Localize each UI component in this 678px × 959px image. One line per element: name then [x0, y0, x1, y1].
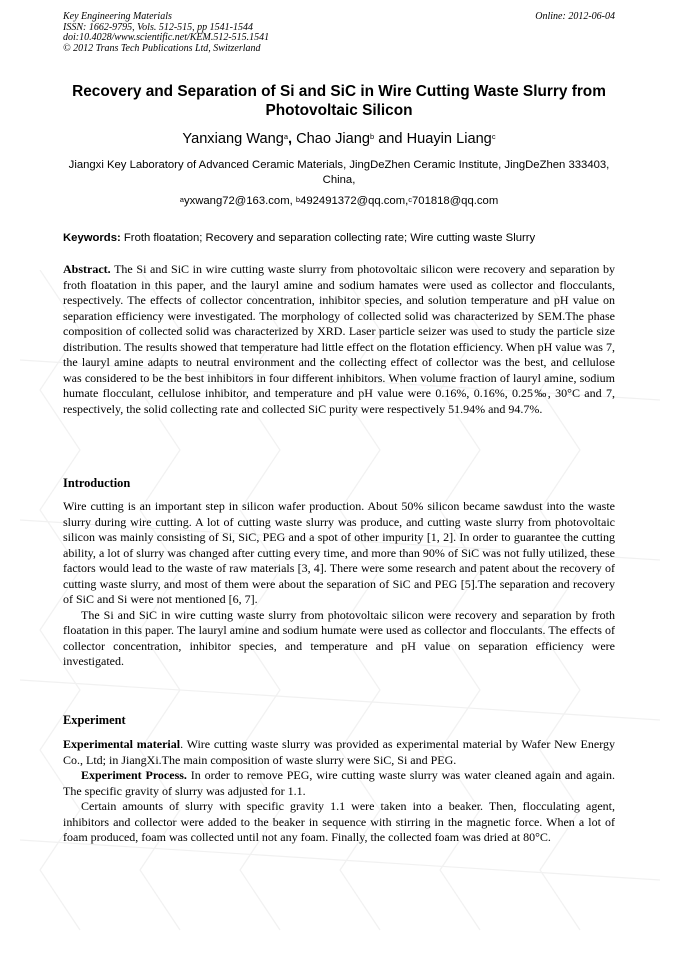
keywords-label: Keywords:	[63, 232, 121, 244]
paragraph: Wire cutting is an important step in silicon wafer production. About 50% silicon became sawdust into the waste slurry during wire cutting. A lot of cutting waste slurry was produce, and cutting waste slurry from photovoltaic silicon was mainly consisting of Si, SiC, PEG and a spot of other impurity [1, 2]. In order to guarantee the cutting ability, a lot of slurry was changed after cutting every time, and more than 90% of SiC was not fully utilized, these factors would lead to the waste of raw materials [3, 4]. There were some research and patent about the recovery of cutting waste slurry, and most of them were about the separation of SiC and PEG [5].The separation and recovery of SiC and Si were not mentioned [6, 7].	[63, 499, 615, 606]
keywords	[63, 231, 615, 246]
paragraph: The Si and SiC in wire cutting waste slurry from photovoltaic silicon were recovery and separation by froth floatation in this paper. The lauryl amine and sodium humate were used as collector and flocculants. The effects of collector concentration, inhibitor species, and temperature and pH value on separation efficiency were investigated.	[63, 607, 615, 668]
author-name: Yanxiang Wang	[182, 131, 284, 147]
abstract-label: Abstract.	[63, 262, 111, 276]
experiment-body	[63, 737, 615, 846]
paragraph: Certain amounts of slurry with specific gravity 1.1 were taken into a beaker. Then, flocculating agent, inhibitors and collector were added to the beaker in sequence with stirring in the magnetic force. When a lot of foam produced, foam was collected until not any foam. Finally, the collected foam was dried at 80°C.	[63, 799, 615, 844]
abstract-text: The Si and SiC in wire cutting waste slurry from photovoltaic silicon were recovery and separation by froth floatation in this paper, and the lauryl amine and sodium hamates were used as collector and flocculants, respectively. The effects of collector concentration, inhibitor species, and solution temperature and pH value on separation efficiency were investigated. The morphology of collected solid was characterized by SEM.The phase composition of collected solid was characterized by XRD. Laser particle seizer was used to study the particle size distribution. The results showed that temperature had little effect on the flotation efficiency. When pH value was 7, the lauryl amine adapts to neutral environment and the collecting effect of collector was the best, and cellulose was considered to be the best inhibitors in four different inhibitors. When volume fraction of lauryl amine, sodium humate flocculant, cellulose inhibitor, and temperature and pH value were 0.16%, 0.16%, 0.25‰, 30°C and 7, respectively, the solid collecting rate and collected SiC purity were respectively 51.94% and 94.7%.	[63, 262, 615, 416]
paper-title: Recovery and Separation of Si and SiC in Wire Cutting Waste Slurry from Photovoltaic Silicon	[72, 83, 606, 119]
journal-name: Key Engineering Materials	[63, 11, 172, 22]
paragraph: In order to remove PEG, wire cutting waste slurry was water cleaned again and again. The specific gravity of slurry was adjusted for 1.1.	[63, 768, 615, 798]
paragraph: . Wire cutting waste slurry was provided as experimental material by Wafer New Energy Co., Ltd; in JiangXi.The main composition of waste slurry were SiC, Si and PEG.	[63, 737, 615, 767]
publication-info	[63, 12, 615, 54]
online-date: Online: 2012-06-04	[535, 11, 615, 22]
subheading-material: Experimental material	[63, 737, 181, 751]
email-link[interactable]: 492491372@qq.com,	[300, 195, 409, 207]
issn-line: ISSN: 1662-9795, Vols. 512-515, pp 1541-1544	[63, 21, 253, 33]
keywords-text: Froth floatation; Recovery and separation collecting rate; Wire cutting waste Slurry	[120, 232, 536, 244]
subheading-process: Experiment Process.	[81, 768, 187, 782]
email-list	[60, 194, 618, 209]
author-name: Huayin Liang	[406, 131, 492, 147]
email-link[interactable]: yxwang72@163.com,	[183, 195, 296, 207]
email-superscript: a	[179, 195, 184, 204]
copyright-line: © 2012 Trans Tech Publications Ltd, Switzerland	[63, 42, 261, 54]
email-superscript: b	[295, 195, 301, 204]
author-superscript: a	[283, 132, 289, 141]
author-list	[60, 130, 618, 148]
doi-line[interactable]: doi:10.4028/www.scientific.net/KEM.512-515.1541	[63, 32, 270, 44]
email-link[interactable]: 701818@qq.com	[412, 195, 499, 207]
author-superscript: b	[369, 132, 375, 141]
affiliation: Jiangxi Key Laboratory of Advanced Ceramic Materials, JingDeZhen Ceramic Institute, JingDeZhen 333403, China,	[68, 159, 610, 186]
section-heading-introduction: Introduction	[63, 476, 131, 490]
author-separator: ,	[288, 131, 297, 147]
email-superscript: c	[408, 195, 413, 204]
abstract	[63, 262, 615, 417]
introduction-body	[63, 499, 615, 670]
author-name: Chao Jiang	[296, 131, 370, 147]
author-superscript: c	[491, 132, 496, 141]
section-heading-experiment: Experiment	[63, 713, 126, 727]
author-separator: and	[374, 131, 407, 147]
